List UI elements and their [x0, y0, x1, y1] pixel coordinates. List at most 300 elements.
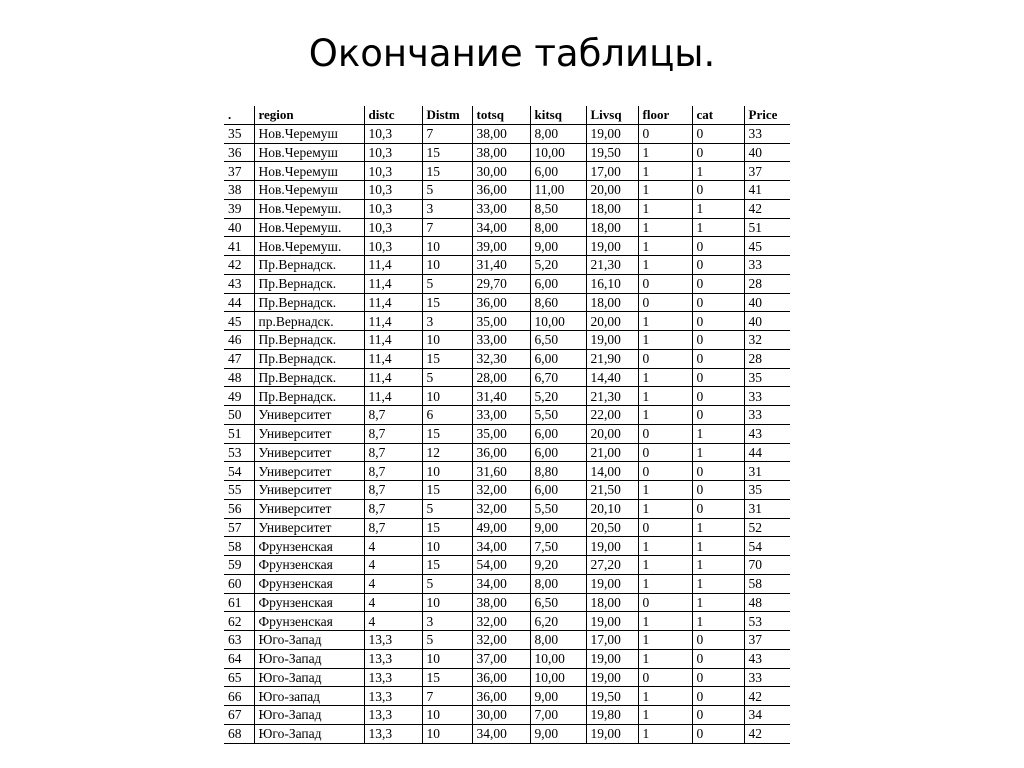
column-header: floor: [638, 106, 692, 124]
column-header: Livsq: [586, 106, 638, 124]
table-row: [224, 143, 790, 162]
column-header: cat: [692, 106, 744, 124]
table-cell: 10: [422, 537, 472, 556]
table-cell: 33,00: [472, 199, 530, 218]
table-row: [224, 724, 790, 743]
table-cell: Фрунзенская: [254, 574, 364, 593]
table-cell: Университет: [254, 424, 364, 443]
table-cell: 1: [692, 518, 744, 537]
table-cell: Фрунзенская: [254, 537, 364, 556]
table-cell: 51: [224, 424, 254, 443]
table-cell: Нов.Черемуш.: [254, 237, 364, 256]
table-cell: 15: [422, 293, 472, 312]
table-cell: 10: [422, 387, 472, 406]
table-cell: 0: [638, 518, 692, 537]
table-cell: 8,50: [530, 199, 586, 218]
table-cell: 8,7: [364, 481, 422, 500]
table-cell: 19,00: [586, 237, 638, 256]
table-cell: 66: [224, 687, 254, 706]
table-cell: 33: [744, 256, 790, 275]
table-row: [224, 199, 790, 218]
table-cell: 31,40: [472, 387, 530, 406]
table-cell: 0: [692, 331, 744, 350]
table-cell: 19,00: [586, 649, 638, 668]
table-cell: 33,00: [472, 331, 530, 350]
table-cell: Пр.Вернадск.: [254, 293, 364, 312]
table-cell: 27,20: [586, 556, 638, 575]
table-cell: 18,00: [586, 593, 638, 612]
table-cell: 8,7: [364, 443, 422, 462]
table-cell: 35: [744, 481, 790, 500]
table-cell: 19,00: [586, 574, 638, 593]
table-cell: 58: [744, 574, 790, 593]
table-cell: 17,00: [586, 162, 638, 181]
table-cell: 10,3: [364, 162, 422, 181]
table-cell: 15: [422, 424, 472, 443]
table-cell: 11,4: [364, 293, 422, 312]
table-cell: 1: [638, 256, 692, 275]
table-cell: 20,00: [586, 181, 638, 200]
table-cell: 21,30: [586, 387, 638, 406]
table-cell: 28: [744, 349, 790, 368]
table-cell: 8,7: [364, 462, 422, 481]
table-cell: Фрунзенская: [254, 612, 364, 631]
table-cell: 15: [422, 349, 472, 368]
table-cell: 37: [744, 162, 790, 181]
table-cell: 4: [364, 593, 422, 612]
table-cell: 5: [422, 274, 472, 293]
table-cell: 0: [692, 462, 744, 481]
table-cell: 13,3: [364, 631, 422, 650]
table-cell: 44: [224, 293, 254, 312]
table-cell: Фрунзенская: [254, 593, 364, 612]
table-row: [224, 687, 790, 706]
table-cell: 13,3: [364, 706, 422, 725]
table-cell: 0: [692, 237, 744, 256]
table-cell: 15: [422, 518, 472, 537]
table-cell: 42: [744, 724, 790, 743]
table-cell: 35: [744, 368, 790, 387]
table-cell: 10,3: [364, 199, 422, 218]
table-cell: 0: [692, 724, 744, 743]
table-cell: 1: [638, 312, 692, 331]
table-cell: 39: [224, 199, 254, 218]
table-cell: 1: [638, 331, 692, 350]
table-row: [224, 124, 790, 143]
table-cell: 1: [638, 612, 692, 631]
table-cell: Юго-Запад: [254, 631, 364, 650]
table-cell: 0: [638, 124, 692, 143]
table-cell: 36,00: [472, 293, 530, 312]
table-row: [224, 406, 790, 425]
table-cell: 32,00: [472, 612, 530, 631]
table-row: [224, 274, 790, 293]
table-cell: 40: [744, 312, 790, 331]
table-cell: 1: [638, 706, 692, 725]
table-cell: 18,00: [586, 218, 638, 237]
table-cell: 59: [224, 556, 254, 575]
table-cell: 3: [422, 612, 472, 631]
column-header: totsq: [472, 106, 530, 124]
table-cell: 28,00: [472, 368, 530, 387]
table-cell: 13,3: [364, 687, 422, 706]
table-cell: 35: [224, 124, 254, 143]
table-cell: 30,00: [472, 706, 530, 725]
table-cell: 15: [422, 556, 472, 575]
table-cell: 10: [422, 237, 472, 256]
table-cell: 11,4: [364, 274, 422, 293]
table-cell: 21,00: [586, 443, 638, 462]
table-row: [224, 668, 790, 687]
table-cell: 38: [224, 181, 254, 200]
table-cell: 15: [422, 143, 472, 162]
table-cell: 0: [692, 406, 744, 425]
table-cell: 1: [638, 649, 692, 668]
table-cell: Нов.Черемуш: [254, 162, 364, 181]
table-cell: 21,50: [586, 481, 638, 500]
table-cell: Нов.Черемуш.: [254, 218, 364, 237]
table-cell: 38,00: [472, 124, 530, 143]
table-cell: 1: [638, 481, 692, 500]
table-cell: 5,20: [530, 256, 586, 275]
table-cell: Юго-Запад: [254, 668, 364, 687]
table-cell: 47: [224, 349, 254, 368]
table-cell: 70: [744, 556, 790, 575]
table-cell: 32,00: [472, 631, 530, 650]
column-header: Distm: [422, 106, 472, 124]
table-cell: 0: [692, 481, 744, 500]
table-cell: 7,00: [530, 706, 586, 725]
table-cell: 15: [422, 481, 472, 500]
table-cell: 1: [638, 162, 692, 181]
table-cell: 17,00: [586, 631, 638, 650]
table-cell: 13,3: [364, 649, 422, 668]
table-cell: 20,00: [586, 312, 638, 331]
table-cell: 65: [224, 668, 254, 687]
table-cell: 1: [692, 199, 744, 218]
table-cell: 36,00: [472, 668, 530, 687]
table-cell: 1: [692, 424, 744, 443]
table-cell: 6,00: [530, 162, 586, 181]
table-cell: 0: [692, 668, 744, 687]
table-cell: 6,00: [530, 443, 586, 462]
table-cell: 36,00: [472, 443, 530, 462]
table-cell: 11,4: [364, 312, 422, 331]
table-cell: 5: [422, 499, 472, 518]
table-cell: Нов.Черемуш: [254, 124, 364, 143]
table-cell: 13,3: [364, 668, 422, 687]
table-cell: 40: [744, 143, 790, 162]
table-cell: 8,00: [530, 631, 586, 650]
table-cell: 6,70: [530, 368, 586, 387]
table-cell: 10: [422, 649, 472, 668]
table-cell: 29,70: [472, 274, 530, 293]
column-header: Price: [744, 106, 790, 124]
table-row: [224, 556, 790, 575]
table-cell: Университет: [254, 406, 364, 425]
table-cell: 5: [422, 368, 472, 387]
table-cell: 19,80: [586, 706, 638, 725]
table-cell: 8,7: [364, 499, 422, 518]
table-cell: 0: [638, 274, 692, 293]
table-cell: 0: [692, 499, 744, 518]
table-cell: 5,50: [530, 499, 586, 518]
table-cell: Юго-Запад: [254, 706, 364, 725]
table-row: [224, 256, 790, 275]
table-cell: 1: [638, 387, 692, 406]
table-cell: 63: [224, 631, 254, 650]
table-cell: 32,00: [472, 481, 530, 500]
table-cell: 58: [224, 537, 254, 556]
table-cell: 0: [692, 124, 744, 143]
column-header: kitsq: [530, 106, 586, 124]
table-cell: 31: [744, 462, 790, 481]
table-cell: 11,4: [364, 331, 422, 350]
table-cell: 1: [638, 537, 692, 556]
table-cell: 1: [638, 724, 692, 743]
table-cell: 11,4: [364, 349, 422, 368]
table-row: [224, 518, 790, 537]
table-cell: 1: [692, 537, 744, 556]
table-cell: 10,3: [364, 218, 422, 237]
table-cell: Университет: [254, 499, 364, 518]
table-cell: 1: [638, 687, 692, 706]
table-cell: 8,7: [364, 424, 422, 443]
table-row: [224, 499, 790, 518]
table-cell: 10,00: [530, 312, 586, 331]
table-cell: 0: [638, 424, 692, 443]
table-cell: 44: [744, 443, 790, 462]
table-cell: 12: [422, 443, 472, 462]
table-cell: 43: [744, 424, 790, 443]
table-cell: 0: [692, 349, 744, 368]
table-cell: 19,00: [586, 724, 638, 743]
table-cell: 62: [224, 612, 254, 631]
table-cell: 5,50: [530, 406, 586, 425]
table-cell: 6,50: [530, 593, 586, 612]
table-cell: 54: [744, 537, 790, 556]
table-cell: 10,3: [364, 143, 422, 162]
table-cell: 7,50: [530, 537, 586, 556]
table-cell: 9,20: [530, 556, 586, 575]
table-cell: 6,20: [530, 612, 586, 631]
data-table: [224, 106, 790, 744]
table-cell: 30,00: [472, 162, 530, 181]
table-cell: 1: [692, 443, 744, 462]
table-cell: 19,00: [586, 537, 638, 556]
table-cell: 21,30: [586, 256, 638, 275]
table-cell: 11,00: [530, 181, 586, 200]
table-cell: 19,50: [586, 143, 638, 162]
table-row: [224, 612, 790, 631]
table-cell: 10: [422, 462, 472, 481]
table-cell: 8,00: [530, 124, 586, 143]
table-cell: 54: [224, 462, 254, 481]
table-cell: 1: [638, 237, 692, 256]
slide-title: Окончание таблицы.: [308, 32, 716, 75]
table-cell: 0: [692, 143, 744, 162]
table-cell: 32,00: [472, 499, 530, 518]
table-cell: 64: [224, 649, 254, 668]
table-cell: 0: [692, 687, 744, 706]
table-cell: 1: [692, 574, 744, 593]
table-cell: 8,7: [364, 518, 422, 537]
table-row: [224, 293, 790, 312]
table-cell: Университет: [254, 462, 364, 481]
table-row: [224, 312, 790, 331]
table-cell: 7: [422, 124, 472, 143]
table-cell: Университет: [254, 518, 364, 537]
table-cell: 41: [744, 181, 790, 200]
table-cell: 7: [422, 687, 472, 706]
table-cell: Университет: [254, 443, 364, 462]
table-cell: 52: [744, 518, 790, 537]
table-cell: Юго-Запад: [254, 649, 364, 668]
table-cell: 14,00: [586, 462, 638, 481]
table-cell: 6,00: [530, 349, 586, 368]
table-header-row: [224, 106, 790, 124]
table-cell: 10,00: [530, 668, 586, 687]
table-cell: 0: [638, 668, 692, 687]
table-cell: 0: [638, 443, 692, 462]
table-cell: 19,00: [586, 668, 638, 687]
table-cell: 56: [224, 499, 254, 518]
table-cell: 36: [224, 143, 254, 162]
table-cell: 10,3: [364, 124, 422, 143]
table-cell: 10: [422, 331, 472, 350]
table-cell: 20,10: [586, 499, 638, 518]
table-cell: 22,00: [586, 406, 638, 425]
column-header: distc: [364, 106, 422, 124]
table-cell: Пр.Вернадск.: [254, 274, 364, 293]
table-cell: 42: [224, 256, 254, 275]
table-cell: 45: [224, 312, 254, 331]
table-cell: 1: [638, 143, 692, 162]
table-cell: 35,00: [472, 424, 530, 443]
table-cell: 1: [692, 162, 744, 181]
table-cell: 9,00: [530, 687, 586, 706]
table-cell: 54,00: [472, 556, 530, 575]
table-cell: 32: [744, 331, 790, 350]
table-cell: 31,60: [472, 462, 530, 481]
table-cell: 0: [692, 274, 744, 293]
table-cell: 50: [224, 406, 254, 425]
table-row: [224, 631, 790, 650]
table-cell: 5: [422, 574, 472, 593]
table-body: [224, 124, 790, 743]
table-cell: 34,00: [472, 537, 530, 556]
table-cell: 6: [422, 406, 472, 425]
table-cell: 11,4: [364, 256, 422, 275]
table-row: [224, 593, 790, 612]
table-cell: 46: [224, 331, 254, 350]
table-row: [224, 368, 790, 387]
table-cell: 21,90: [586, 349, 638, 368]
table-cell: 0: [692, 706, 744, 725]
table-cell: 37: [744, 631, 790, 650]
table-cell: 16,10: [586, 274, 638, 293]
table-cell: 33: [744, 124, 790, 143]
table-cell: 34: [744, 706, 790, 725]
table-cell: 10: [422, 256, 472, 275]
table-cell: 14,40: [586, 368, 638, 387]
table-cell: Юго-запад: [254, 687, 364, 706]
table-cell: 28: [744, 274, 790, 293]
table-cell: 0: [692, 631, 744, 650]
table-cell: 41: [224, 237, 254, 256]
table-row: [224, 462, 790, 481]
table-cell: 0: [638, 462, 692, 481]
table-cell: 9,00: [530, 237, 586, 256]
table-cell: 34,00: [472, 218, 530, 237]
table-cell: 8,60: [530, 293, 586, 312]
table-cell: 48: [224, 368, 254, 387]
table-cell: 34,00: [472, 574, 530, 593]
table-cell: Пр.Вернадск.: [254, 368, 364, 387]
table-cell: 1: [638, 406, 692, 425]
table-cell: 1: [638, 368, 692, 387]
table-cell: Университет: [254, 481, 364, 500]
table-cell: 1: [638, 556, 692, 575]
table-cell: 38,00: [472, 143, 530, 162]
table-cell: Пр.Вернадск.: [254, 256, 364, 275]
table-row: [224, 443, 790, 462]
table-cell: Нов.Черемуш: [254, 143, 364, 162]
table-cell: 53: [744, 612, 790, 631]
table-cell: 6,00: [530, 274, 586, 293]
table-cell: 49: [224, 387, 254, 406]
table-cell: 32,30: [472, 349, 530, 368]
table-row: [224, 537, 790, 556]
table-row: [224, 706, 790, 725]
table-cell: Пр.Вернадск.: [254, 331, 364, 350]
table-cell: 19,50: [586, 687, 638, 706]
table-row: [224, 424, 790, 443]
table-cell: 0: [692, 649, 744, 668]
table-cell: 6,50: [530, 331, 586, 350]
table-row: [224, 331, 790, 350]
table-row: [224, 387, 790, 406]
table-cell: 1: [638, 181, 692, 200]
table-cell: 20,50: [586, 518, 638, 537]
table-cell: 42: [744, 687, 790, 706]
table-cell: 0: [692, 312, 744, 331]
table-row: [224, 649, 790, 668]
table-cell: 61: [224, 593, 254, 612]
table-cell: 53: [224, 443, 254, 462]
table-cell: 35,00: [472, 312, 530, 331]
table-cell: 20,00: [586, 424, 638, 443]
table-cell: Нов.Черемуш.: [254, 199, 364, 218]
table-cell: 0: [692, 256, 744, 275]
table-cell: 1: [692, 218, 744, 237]
table-cell: 10,3: [364, 237, 422, 256]
table-cell: 68: [224, 724, 254, 743]
table-cell: 33: [744, 668, 790, 687]
table-cell: 37: [224, 162, 254, 181]
table-cell: 19,00: [586, 331, 638, 350]
table-cell: 39,00: [472, 237, 530, 256]
table-cell: 11,4: [364, 368, 422, 387]
table-cell: 1: [692, 556, 744, 575]
table-cell: 10,3: [364, 181, 422, 200]
table-cell: Пр.Вернадск.: [254, 387, 364, 406]
table-cell: 34,00: [472, 724, 530, 743]
table-cell: 48: [744, 593, 790, 612]
table-cell: 10: [422, 706, 472, 725]
table-cell: 4: [364, 612, 422, 631]
table-cell: 4: [364, 537, 422, 556]
